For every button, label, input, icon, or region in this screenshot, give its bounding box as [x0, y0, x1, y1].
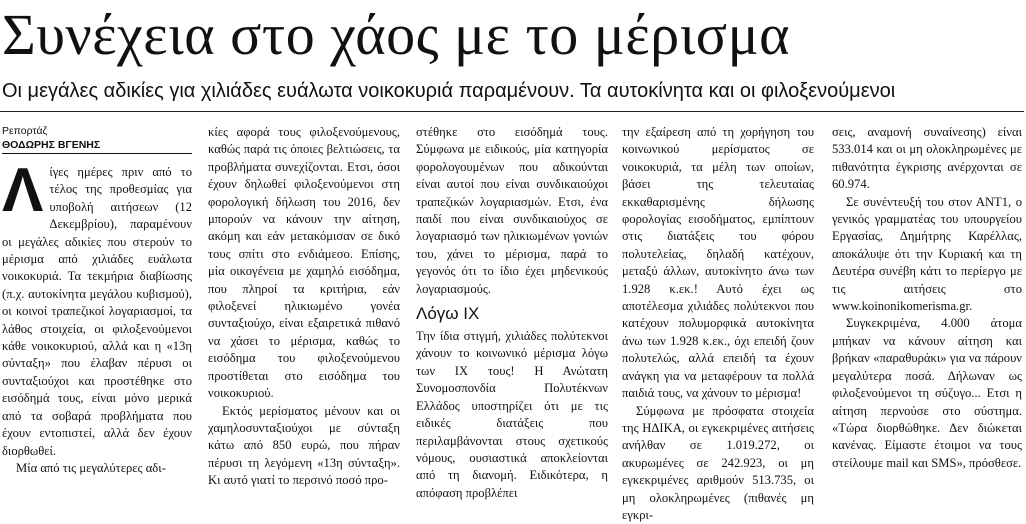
- article-column-1: [2, 124, 192, 471]
- subheadline: Οι μεγάλες αδικίες για χιλιάδες ευάλωτα νοικοκυριά παραμένουν. Τα αυτοκίνητα και οι φιλοξενούμενοι: [0, 72, 1026, 110]
- article-column-4: [622, 124, 814, 471]
- section-heading: Λόγω ΙΧ: [416, 302, 608, 326]
- article-paragraph: Συγκεκριμένα, 4.000 άτομα μπήκαν να κάνουν αίτηση και βρήκαν «παραθυράκι» για να πάρουν μεγαλύτερα ποσά. Δήλωναν ως φιλοξενούμενοι τη σύζυγο... Ετσι η αίτηση περνούσε στο σύστημα. «Τώρα διορθώθηκε. Δεν διώκεται κανένας. Είμαστε έτοιμοι να τους στείλουμε mail και SMS», πρόσθεσε.: [832, 315, 1022, 472]
- article-paragraph: Μία από τις μεγαλύτερες αδι-: [2, 460, 192, 477]
- article-paragraph: σεις, αναμονή συναίνεσης) είναι 533.014 και οι μη ολοκληρωμένες με πιθανότητα έγκρισης ανέρχονται σε 60.974.: [832, 124, 1022, 194]
- article-paragraph: Σε συνέντευξή του στον ΑΝΤ1, ο γενικός γραμματέας του υπουργείου Εργασίας, Δημήτρης Καρέλλας, αποκάλυψε ότι την Κυριακή και τη Δευτέρα συνέβη κάτι το περίεργο με τις αιτήσεις στο www.koinonikomerisma.gr.: [832, 194, 1022, 316]
- article-paragraph: την εξαίρεση από τη χορήγηση του κοινωνικού μερίσματος σε νοικοκυριά, τα μέλη των οποίων, βάσει της τελευταίας εκκαθαρισμένης δήλωσης φορολογίας εισοδήματος, εμπίπτουν στις διατάξεις του φόρου πολυτελείας, δηλαδή κατέχουν, μεταξύ άλλων, αυτοκίνητο άνω των 1.928 κ.εκ.! Αυτό έχει ως αποτέλεσμα χιλιάδες πολύτεκνοι που κατέχουν πολυμορφικά αυτοκίνητα άνω των 1.928 κ.εκ., όχι επειδή ζουν πολυτελώς, αλλά επειδή τα έχουν ανάγκη για να μεταφέρουν τα πολλά παιδιά τους, να χάνουν το μέρισμα!: [622, 124, 814, 403]
- drop-cap: Λ: [2, 166, 43, 218]
- article-paragraph: Την ίδια στιγμή, χιλιάδες πολύτεκνοι χάνουν το κοινωνικό μέρισμα λόγω των ΙΧ τους! Η Ανώτατη Συνομοσπονδία Πολυτέκνων Ελλάδος υποστηρίζει ότι με τις ειδικές διατάξεις που περιλαμβάνονται στους σχετικούς νόμους, ουσιαστικά αποκλείονται από τη διανομή. Ειδικότερα, η απόφαση προβλέπει: [416, 328, 608, 502]
- article-column-5: [832, 124, 1022, 471]
- article-paragraph: κίες αφορά τους φιλοξενούμενους, καθώς παρά τις όποιες βελτιώσεις, τα προβλήματα συνεχίζονται. Ετσι, όσοι έχουν δηλωθεί φιλοξενούμενοι στη φορολογική δήλωση του 2016, δεν μπορούν να κάνουν την αίτηση, ακόμη και εάν μετακόμισαν σε δικό τους σπίτι στο ενδιάμεσο. Επίσης, μία οικογένεια με χαμηλό εισόδημα, που πληροί τα κριτήρια, εάν φιλοξενεί ηλικιωμένο γονέα συνταξιούχο, είναι εξαιρετικά πιθανό να χάσει το μέρισμα, καθώς το εισόδημα του φιλοξενούμενου προστίθεται στο εισόδημα του νοικοκυριού.: [208, 124, 400, 403]
- byline-name: ΘΟΔΩΡΗΣ ΒΓΕΝΗΣ: [2, 138, 192, 154]
- article-paragraph: Σύμφωνα με πρόσφατα στοιχεία της ΗΔΙΚΑ, οι εγκεκριμένες αιτήσεις ανήλθαν σε 1.019.272, οι ακυρωμένες σε 242.923, οι μη εγκεκριμένες αριθμούν 513.735, οι μη ολοκληρωμένες (πιθανές μη εγκρι-: [622, 403, 814, 524]
- article-column-2: [208, 124, 400, 471]
- article-paragraph: [2, 164, 192, 460]
- headline: Συνέχεια στο χάος με το μέρισμα: [0, 0, 1026, 72]
- article-paragraph: Εκτός μερίσματος μένουν και οι χαμηλοσυνταξιούχοι με σύνταξη κάτω από 850 ευρώ, που πήραν πέρυσι τη λεγόμενη «13η σύνταξη». Κι αυτό γιατί το περσινό ποσό προ-: [208, 403, 400, 490]
- paragraph-text: ίγες ημέρες πριν από το τέλος της προθεσμίας για υποβολή αιτήσεων (12 Δεκεμβρίου), παραμένουν οι μεγάλες αδικίες που στερούν το μέρισμα από χιλιάδες ευάλωτα νοικοκυριά. Τα τεκμήρια διαβίωσης (π.χ. αυτοκίνητα μεγάλου κυβισμού), οι κοινοί τραπεζικοί λογαριασμοί, τα λάθος στοιχεία, οι φιλοξενούμενοι κάθε νοικοκυριού, αλλά και η «13η σύνταξη» που έλαβαν πέρυσι οι συνταξιούχοι και προστέθηκε στο εισόδημά τους, είναι μόνο μερικά από τα σοβαρά προβλήματα που έχουν εντοπιστεί, αλλά δεν έχουν διορθωθεί.: [2, 165, 192, 458]
- header-divider: [0, 111, 1024, 112]
- byline-label: Ρεπορτάζ: [2, 124, 192, 138]
- article-column-3: [416, 124, 608, 471]
- article-paragraph: στέθηκε στο εισόδημά τους. Σύμφωνα με ειδικούς, μία κατηγορία φορολογουμένων που αδικούνται είναι αυτοί που είναι συνδικαιούχοι τραπεζικών λογαριασμών. Ετσι, ένα παιδί που είναι συνδικαιούχος σε λογαριασμό των ηλικιωμένων γονιών του, χάνει το μέρισμα, παρά το γεγονός ότι το ίδιο έχει μηδενικούς λογαριασμούς.: [416, 124, 608, 298]
